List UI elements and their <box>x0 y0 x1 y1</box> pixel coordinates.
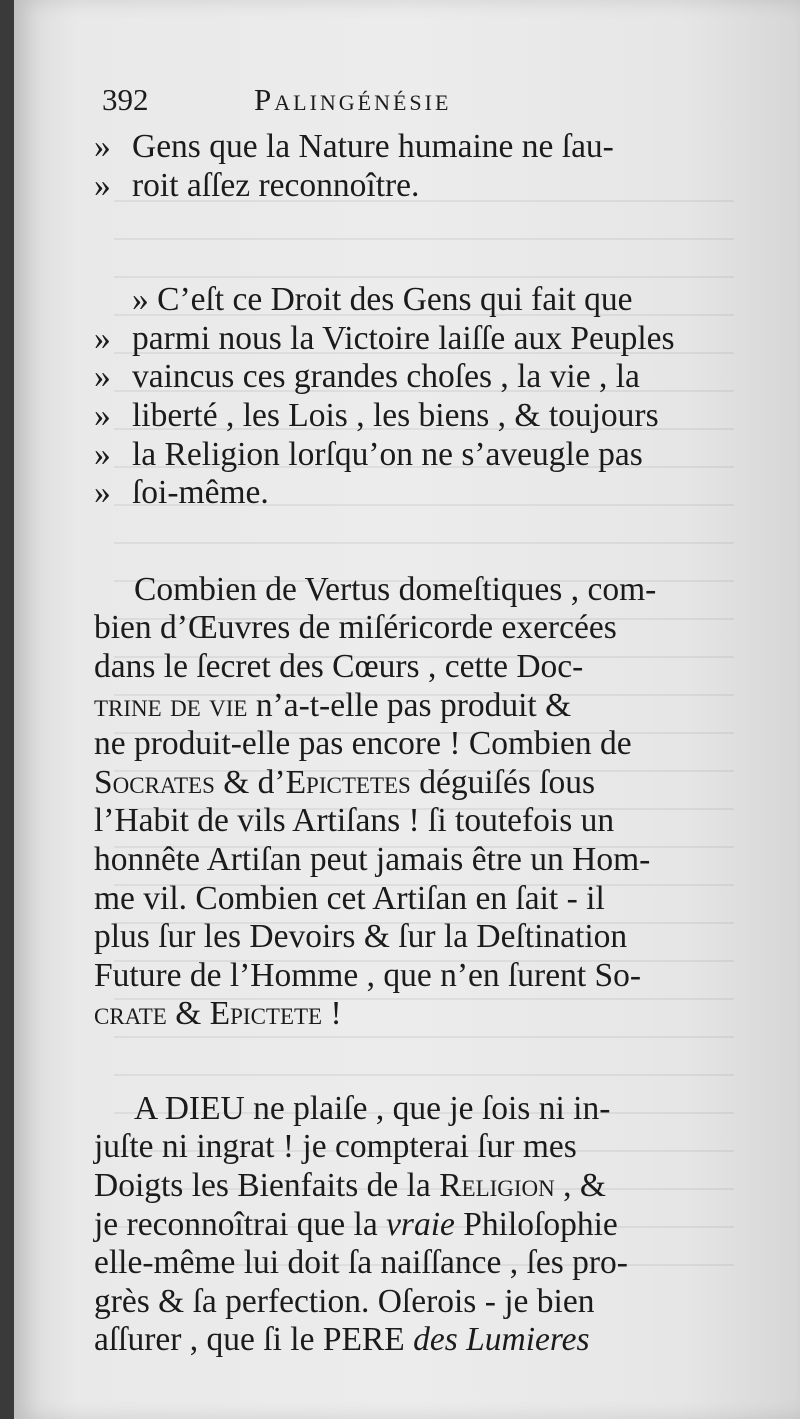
text-line: » Gens que la Nature humaine ne ſau- <box>94 128 614 165</box>
text-line: Future de l’Homme , que n’en ſurent So- <box>94 956 642 994</box>
text-line: » roit aſſez reconnoître. <box>94 166 420 204</box>
guillemet: » <box>94 319 111 357</box>
text-line: trine de vie n’a-t-elle pas produit & <box>94 686 572 724</box>
text-line: honnête Artiſan peut jamais être un Hom- <box>94 840 651 878</box>
text-line: me vil. Combien cet Artiſan en ſait - il <box>94 879 605 917</box>
guillemet: » <box>94 128 111 165</box>
text-line: » parmi nous la Victoire laiſſe aux Peuples <box>94 319 675 357</box>
text-line: Doigts les Bienfaits de la Religion , & <box>94 1167 606 1205</box>
guillemet: » <box>94 166 111 204</box>
text-line: » vaincus ces grandes choſes , la vie , la <box>94 358 640 396</box>
guillemet: » <box>94 435 111 473</box>
text-line: aſſurer , que ſi le PERE des Lumieres <box>94 1321 590 1359</box>
text-line: crate & Epictete ! <box>94 995 342 1033</box>
text-line: dans le ſecret des Cœurs , cette Doc- <box>94 647 584 685</box>
text-line: plus ſur les Devoirs & ſur la Deſtination <box>94 918 628 956</box>
body-text <box>94 128 730 1360</box>
page-number: 392 <box>102 82 149 117</box>
running-title: Palingénésie <box>254 82 452 117</box>
text-line: juſte ni ingrat ! je compterai ſur mes <box>94 1128 577 1166</box>
text-line: » C’eſt ce Droit des Gens qui fait que <box>132 281 633 319</box>
text-line: » la Religion lorſqu’on ne s’aveugle pas <box>94 435 643 473</box>
text-line: » ſoi-même. <box>94 474 269 512</box>
text-line: Combien de Vertus domeſtiques , com- <box>134 570 657 608</box>
text-line: elle-même lui doit ſa naiſſance , ſes pro- <box>94 1244 628 1282</box>
text-line: Socrates & d’Epictetes déguiſés ſous <box>94 763 596 801</box>
text-line: bien d’Œuvres de miſéricorde exercées <box>94 609 617 647</box>
text-line: l’Habit de vils Artiſans ! ſi toutefois un <box>94 802 615 840</box>
guillemet: » <box>94 396 111 434</box>
text-line: ne produit-elle pas encore ! Combien de <box>94 725 632 763</box>
guillemet: » <box>94 358 111 396</box>
guillemet: » <box>94 474 111 512</box>
text-line: je reconnoîtrai que la vraie Philoſophie <box>94 1205 618 1243</box>
text-line: grès & ſa perfection. Oſerois - je bien <box>94 1282 595 1320</box>
page-header <box>102 82 702 132</box>
book-page <box>14 0 800 1419</box>
text-line: A DIEU ne plaiſe , que je ſois ni in- <box>134 1089 611 1127</box>
text-line: » liberté , les Lois , les biens , & toujours <box>94 396 659 434</box>
